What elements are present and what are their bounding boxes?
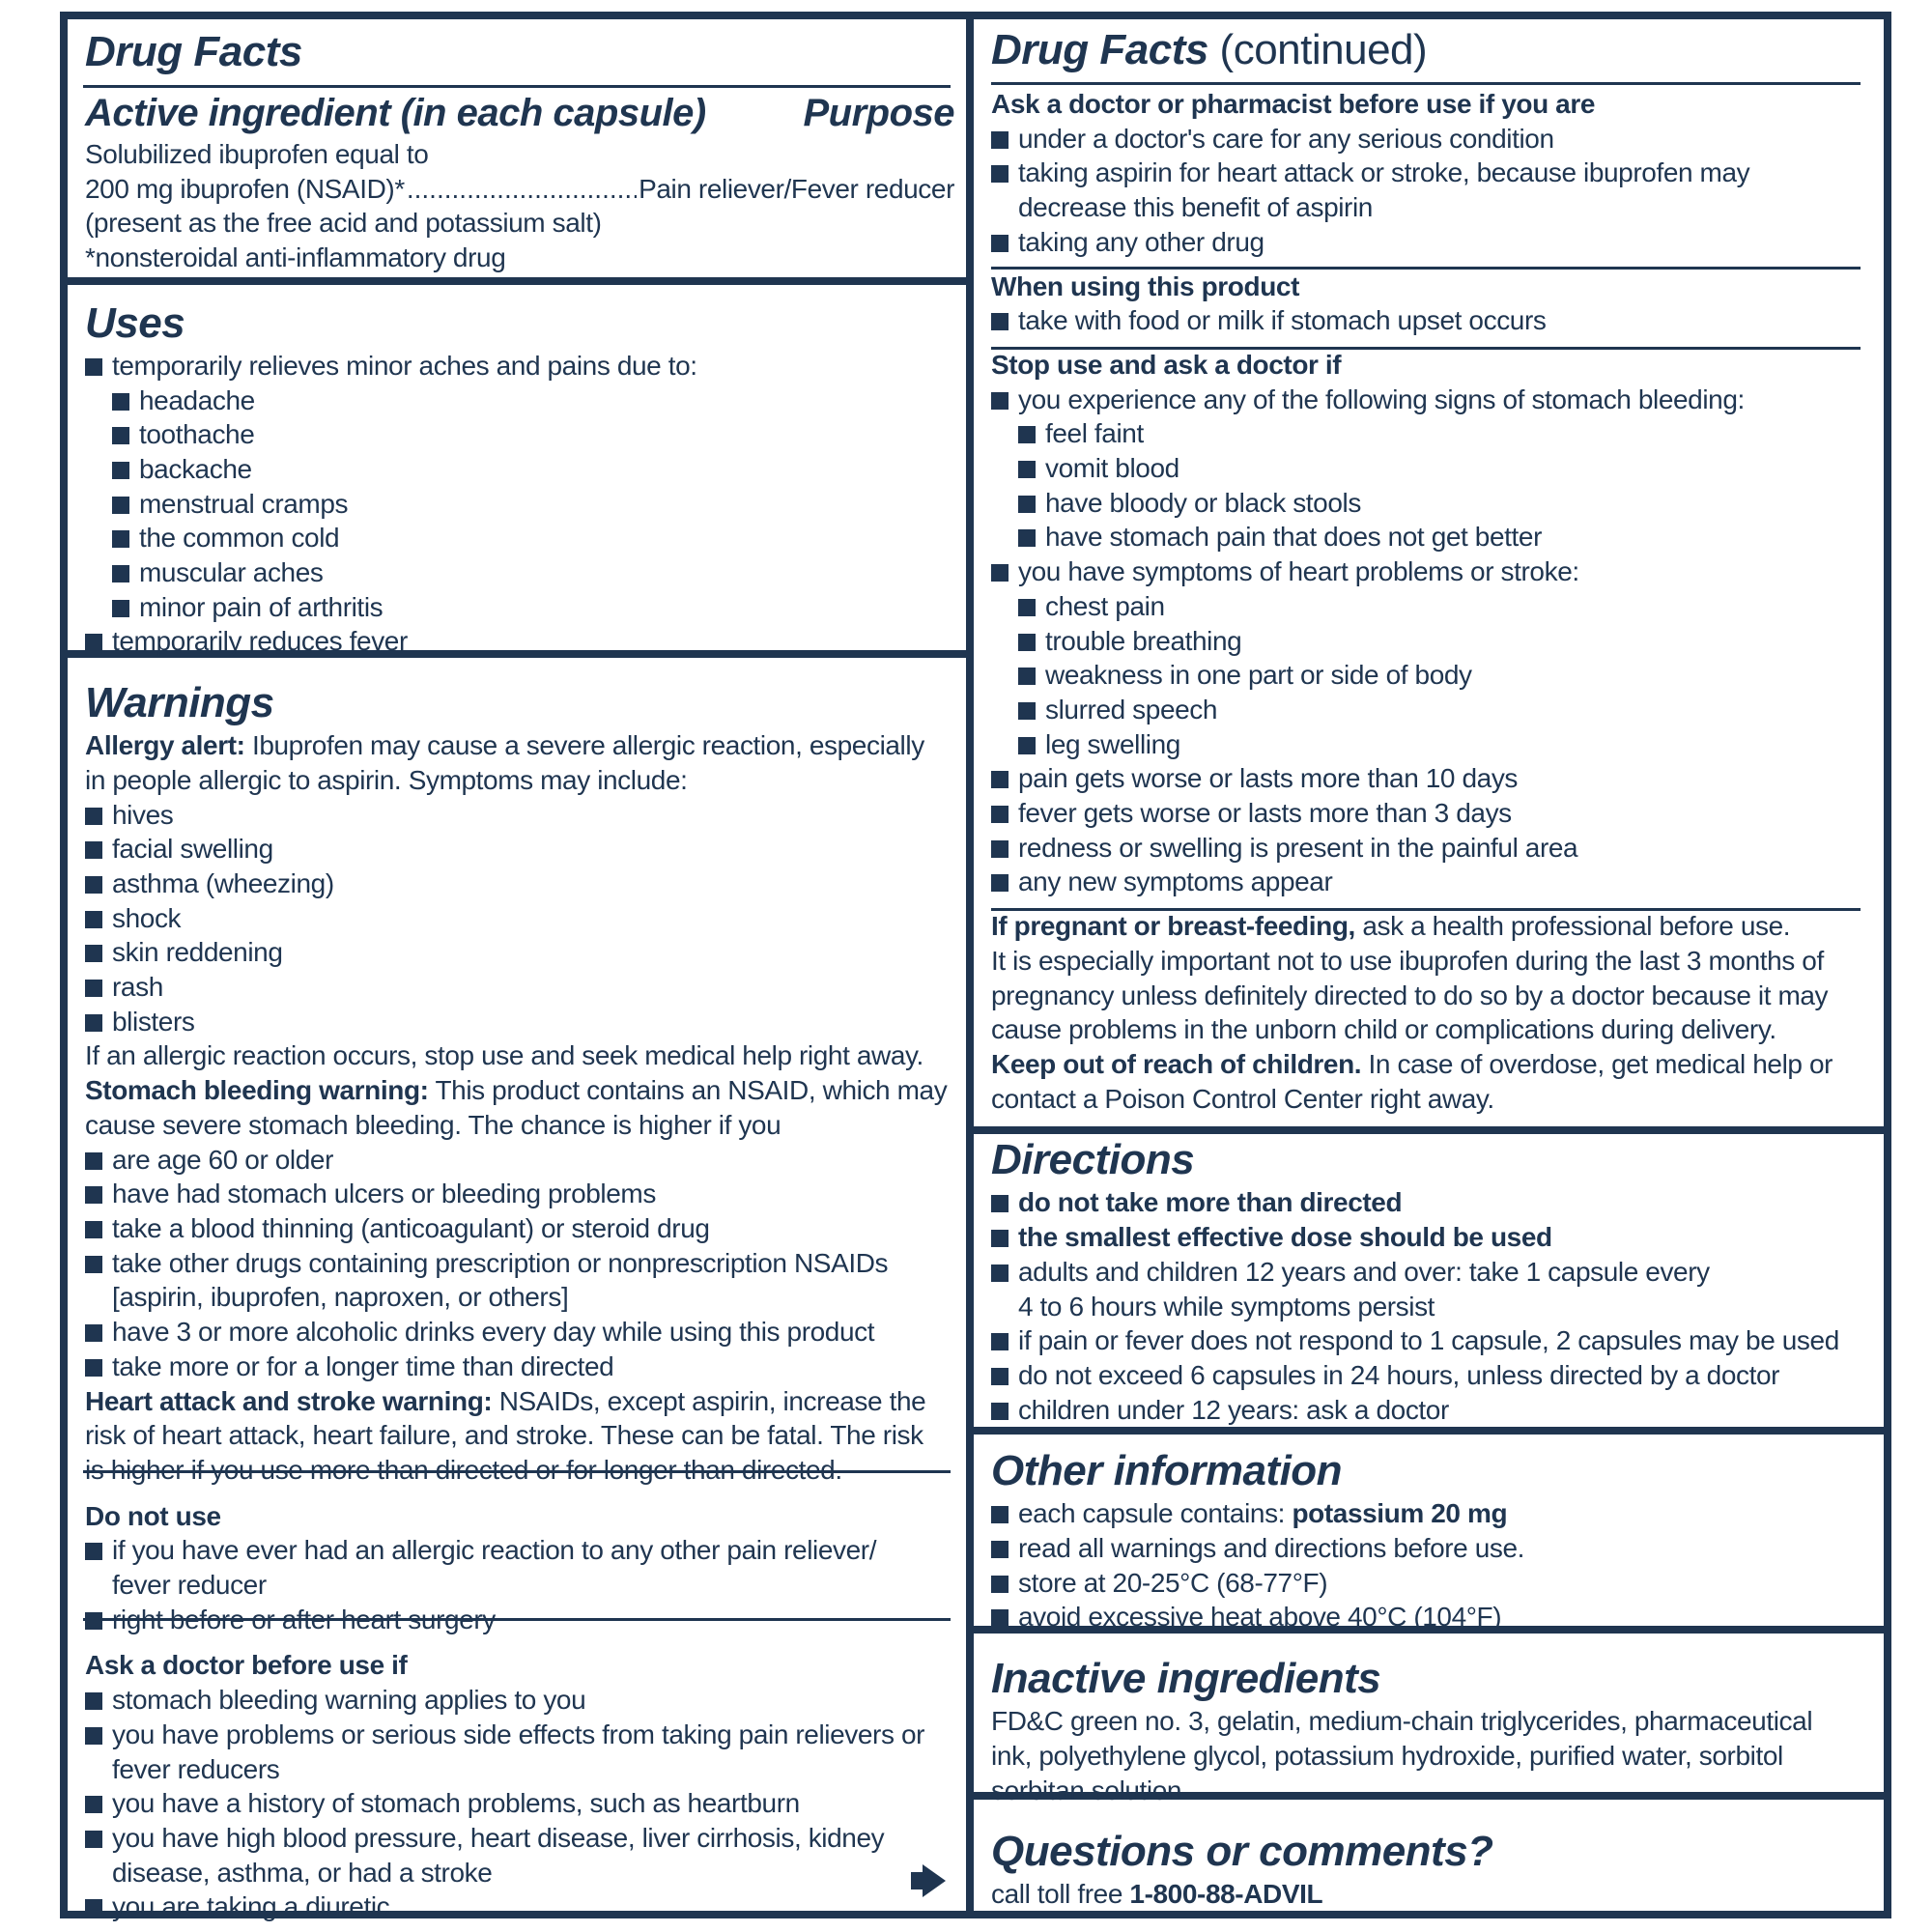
uses-item: headache [85,384,954,418]
stop-use-title: Stop use and ask a doctor if [991,349,1342,380]
potassium-amount: potassium 20 mg [1292,1498,1508,1529]
other-info-item: avoid excessive heat above 40°C (104°F) [991,1600,1864,1634]
warnings-title: Warnings [85,679,274,727]
direction-bold-item: the smallest effective dose should be used [991,1220,1864,1255]
stomach-item: are age 60 or older [85,1143,954,1178]
ask-pharm-title: Ask a doctor or pharmacist before use if you are [991,89,1595,119]
bleed-list [991,416,1864,554]
heart-warning [85,1384,954,1419]
bleed-item: have stomach pain that does not get better [991,520,1864,554]
allergy-item: skin reddening [85,935,954,970]
column-divider [966,12,974,1918]
allergy-item: blisters [85,1005,954,1039]
pregnant-label: If pregnant or breast-feeding, [991,911,1355,942]
heart-symptom-item: leg swelling [991,727,1864,762]
drug-facts-continued-title [991,25,1864,75]
heart-symptom-item: weakness in one part or side of body [991,658,1864,693]
bleed-item: vomit blood [991,451,1864,486]
allergy-item: asthma (wheezing) [85,867,954,901]
inactive-line: ink, polyethylene glycol, potassium hydroxide, purified water, sorbitol [991,1740,1783,1771]
questions-title: Questions or comments? [991,1828,1493,1876]
potassium-item [991,1496,1864,1531]
bleed-item: have bloody or black stools [991,486,1864,521]
ask-doctor-item-continued: disease, asthma, or had a stroke [112,1857,493,1888]
when-using-item: take with food or milk if stomach upset occurs [991,303,1864,338]
ask-doctor-item: you have high blood pressure, heart disease, liver cirrhosis, kidney [85,1821,954,1856]
stop-use-item: redness or swelling is present in the painful area [991,831,1864,866]
heart-intro: you have symptoms of heart problems or stroke: [991,554,1864,589]
active-ingredient-name: 200 mg ibuprofen (NSAID)* [85,173,405,204]
pregnant-line-1 [991,909,1864,944]
active-ingredient-heading: Active ingredient (in each capsule) [85,92,706,134]
directions-bold-list [991,1185,1864,1254]
do-not-use-item: if you have ever had an allergic reaction to any other pain reliever/ [85,1533,954,1568]
allergy-label: Allergy alert: [85,730,245,761]
uses-title: Uses [85,298,185,347]
directions-list [991,1255,1864,1428]
heart-text-1: NSAIDs, except aspirin, increase the [492,1385,926,1416]
keep-out-text-1: In case of overdose, get medical help or [1361,1048,1833,1079]
when-using-title: When using this product [991,270,1299,301]
left-column [85,27,954,1924]
stomach-list [85,1143,954,1384]
uses-item: menstrual cramps [85,487,954,522]
questions-line [991,1877,1864,1912]
uses-item: the common cold [85,521,954,555]
do-not-use-item: right before or after heart surgery [85,1603,954,1637]
purpose-heading: Purpose [803,92,954,134]
stop-use-item: fever gets worse or lasts more than 3 days [991,796,1864,831]
stomach-warning [85,1073,954,1108]
allergy-text-2: in people allergic to aspirin. Symptoms may include: [85,764,688,795]
ask-doctor-item: you have a history of stomach problems, such as heartburn [85,1786,954,1821]
bleed-intro: you experience any of the following signs of stomach bleeding: [991,383,1864,417]
heart-label: Heart attack and stroke warning: [85,1385,493,1416]
ask-doctor-title: Ask a doctor before use if [85,1650,408,1681]
pregnant-text-1: ask a health professional before use. [1354,911,1791,942]
dot-leader [407,172,637,207]
do-not-use-title: Do not use [85,1500,221,1531]
uses-item: backache [85,452,954,487]
active-line-4: *nonsteroidal anti-inflammatory drug [85,242,506,273]
uses-item: toothache [85,417,954,452]
keep-out-label: Keep out of reach of children. [991,1048,1362,1079]
uses-intro: temporarily relieves minor aches and pains due to: [85,349,954,384]
stomach-item: have 3 or more alcoholic drinks every day while using this product [85,1315,954,1350]
stop-use-item: pain gets worse or lasts more than 10 days [991,761,1864,796]
allergy-item: hives [85,798,954,833]
potassium-prefix: each capsule contains: [1018,1498,1293,1529]
direction-item: do not exceed 6 capsules in 24 hours, unless directed by a doctor [991,1358,1864,1393]
do-not-use-list [85,1533,954,1636]
stomach-label: Stomach bleeding warning: [85,1075,429,1106]
inactive-line: sorbitan solution [991,1775,1182,1805]
phone-number: 1-800-88-ADVIL [1129,1879,1323,1910]
allergy-after: If an allergic reaction occurs, stop use and seek medical help right away. [85,1040,923,1071]
allergy-alert [85,728,954,763]
heart-text-2: risk of heart attack, heart failure, and stroke. These can be fatal. The risk [85,1420,923,1451]
uses-item: muscular aches [85,555,954,590]
heart-symptom-item: chest pain [991,589,1864,624]
heart-text-3: is higher if you use more than directed or for longer than directed. [85,1454,842,1485]
pregnant-text-3: pregnancy unless definitely directed to do so by a doctor because it may [991,980,1829,1010]
uses-last: temporarily reduces fever [85,624,954,659]
allergy-item: facial swelling [85,832,954,867]
ask-doctor-item-continued: fever reducers [112,1753,280,1784]
stop-use-item: any new symptoms appear [991,865,1864,899]
keep-out-text-2: contact a Poison Control Center right away. [991,1083,1494,1114]
active-line-1: Solubilized ibuprofen equal to [85,139,429,169]
pregnant-text-4: cause problems in the unborn child or complications during delivery. [991,1014,1776,1045]
drug-facts-title: Drug Facts [85,28,302,75]
active-purpose: Pain reliever/Fever reducer [639,173,954,204]
questions-prefix: call toll free [991,1879,1130,1910]
other-info-title: Other information [991,1447,1343,1495]
other-info-list [991,1531,1864,1634]
allergy-item: rash [85,970,954,1005]
when-using-list [991,303,1864,338]
uses-item: minor pain of arthritis [85,590,954,625]
right-title: Drug Facts [991,26,1208,73]
active-ingredient-header [85,89,954,137]
ask-pharm-item: under a doctor's care for any serious condition [991,122,1864,156]
active-line-2 [85,172,954,207]
right-column [991,25,1864,1912]
allergy-item: shock [85,901,954,936]
inactive-line: FD&C green no. 3, gelatin, medium-chain triglycerides, pharmaceutical [991,1706,1813,1737]
stomach-item: take a blood thinning (anticoagulant) or steroid drug [85,1211,954,1246]
directions-title: Directions [991,1136,1195,1184]
ask-doctor-item: you have problems or serious side effects from taking pain relievers or [85,1718,954,1752]
pregnant-text-2: It is especially important not to use ibuprofen during the last 3 months of [991,945,1824,976]
bleed-item: feel faint [991,416,1864,451]
keep-out-line-1 [991,1047,1864,1082]
active-line-3: (present as the free acid and potassium salt) [85,208,602,239]
heart-symptom-item: trouble breathing [991,624,1864,659]
stomach-item: take more or for a longer time than directed [85,1350,954,1384]
uses-list [85,384,954,625]
ask-doctor-list [85,1683,954,1924]
heart-symptom-list [991,589,1864,762]
stomach-text-1: This product contains an NSAID, which may [428,1075,948,1106]
stomach-item-continued: [aspirin, ibuprofen, naproxen, or others] [112,1282,569,1313]
stomach-item: take other drugs containing prescription or nonprescription NSAIDs [85,1246,954,1281]
stomach-item: have had stomach ulcers or bleeding problems [85,1177,954,1211]
ask-doctor-item: you are taking a diuretic [85,1889,954,1924]
heart-symptom-item: slurred speech [991,693,1864,727]
ask-doctor-item: stomach bleeding warning applies to you [85,1683,954,1718]
direction-bold-item: do not take more than directed [991,1185,1864,1220]
ask-pharm-item: taking any other drug [991,225,1864,260]
right-title-suffix: (continued) [1208,26,1428,73]
inactive-title: Inactive ingredients [991,1655,1381,1703]
inactive-ingredients [991,1704,1864,1807]
ask-pharm-item: taking aspirin for heart attack or stroke, because ibuprofen may [991,156,1864,190]
stop-other-list [991,761,1864,899]
direction-item: adults and children 12 years and over: take 1 capsule every [991,1255,1864,1290]
allergy-text-1: Ibuprofen may cause a severe allergic reaction, especially [244,730,924,761]
other-info-item: store at 20-25°C (68-77°F) [991,1566,1864,1601]
stomach-text-2: cause severe stomach bleeding. The chance is higher if you [85,1109,781,1140]
direction-item: children under 12 years: ask a doctor [991,1393,1864,1428]
direction-item: if pain or fever does not respond to 1 capsule, 2 capsules may be used [991,1323,1864,1358]
ask-pharm-item-continued: decrease this benefit of aspirin [1018,192,1373,223]
ask-pharm-list [991,122,1864,260]
do-not-use-item-continued: fever reducer [112,1570,267,1601]
direction-item-continued: 4 to 6 hours while symptoms persist [1018,1291,1435,1321]
allergy-list [85,798,954,1039]
other-info-item: read all warnings and directions before use. [991,1531,1864,1566]
arrow-right-icon [923,1864,946,1897]
